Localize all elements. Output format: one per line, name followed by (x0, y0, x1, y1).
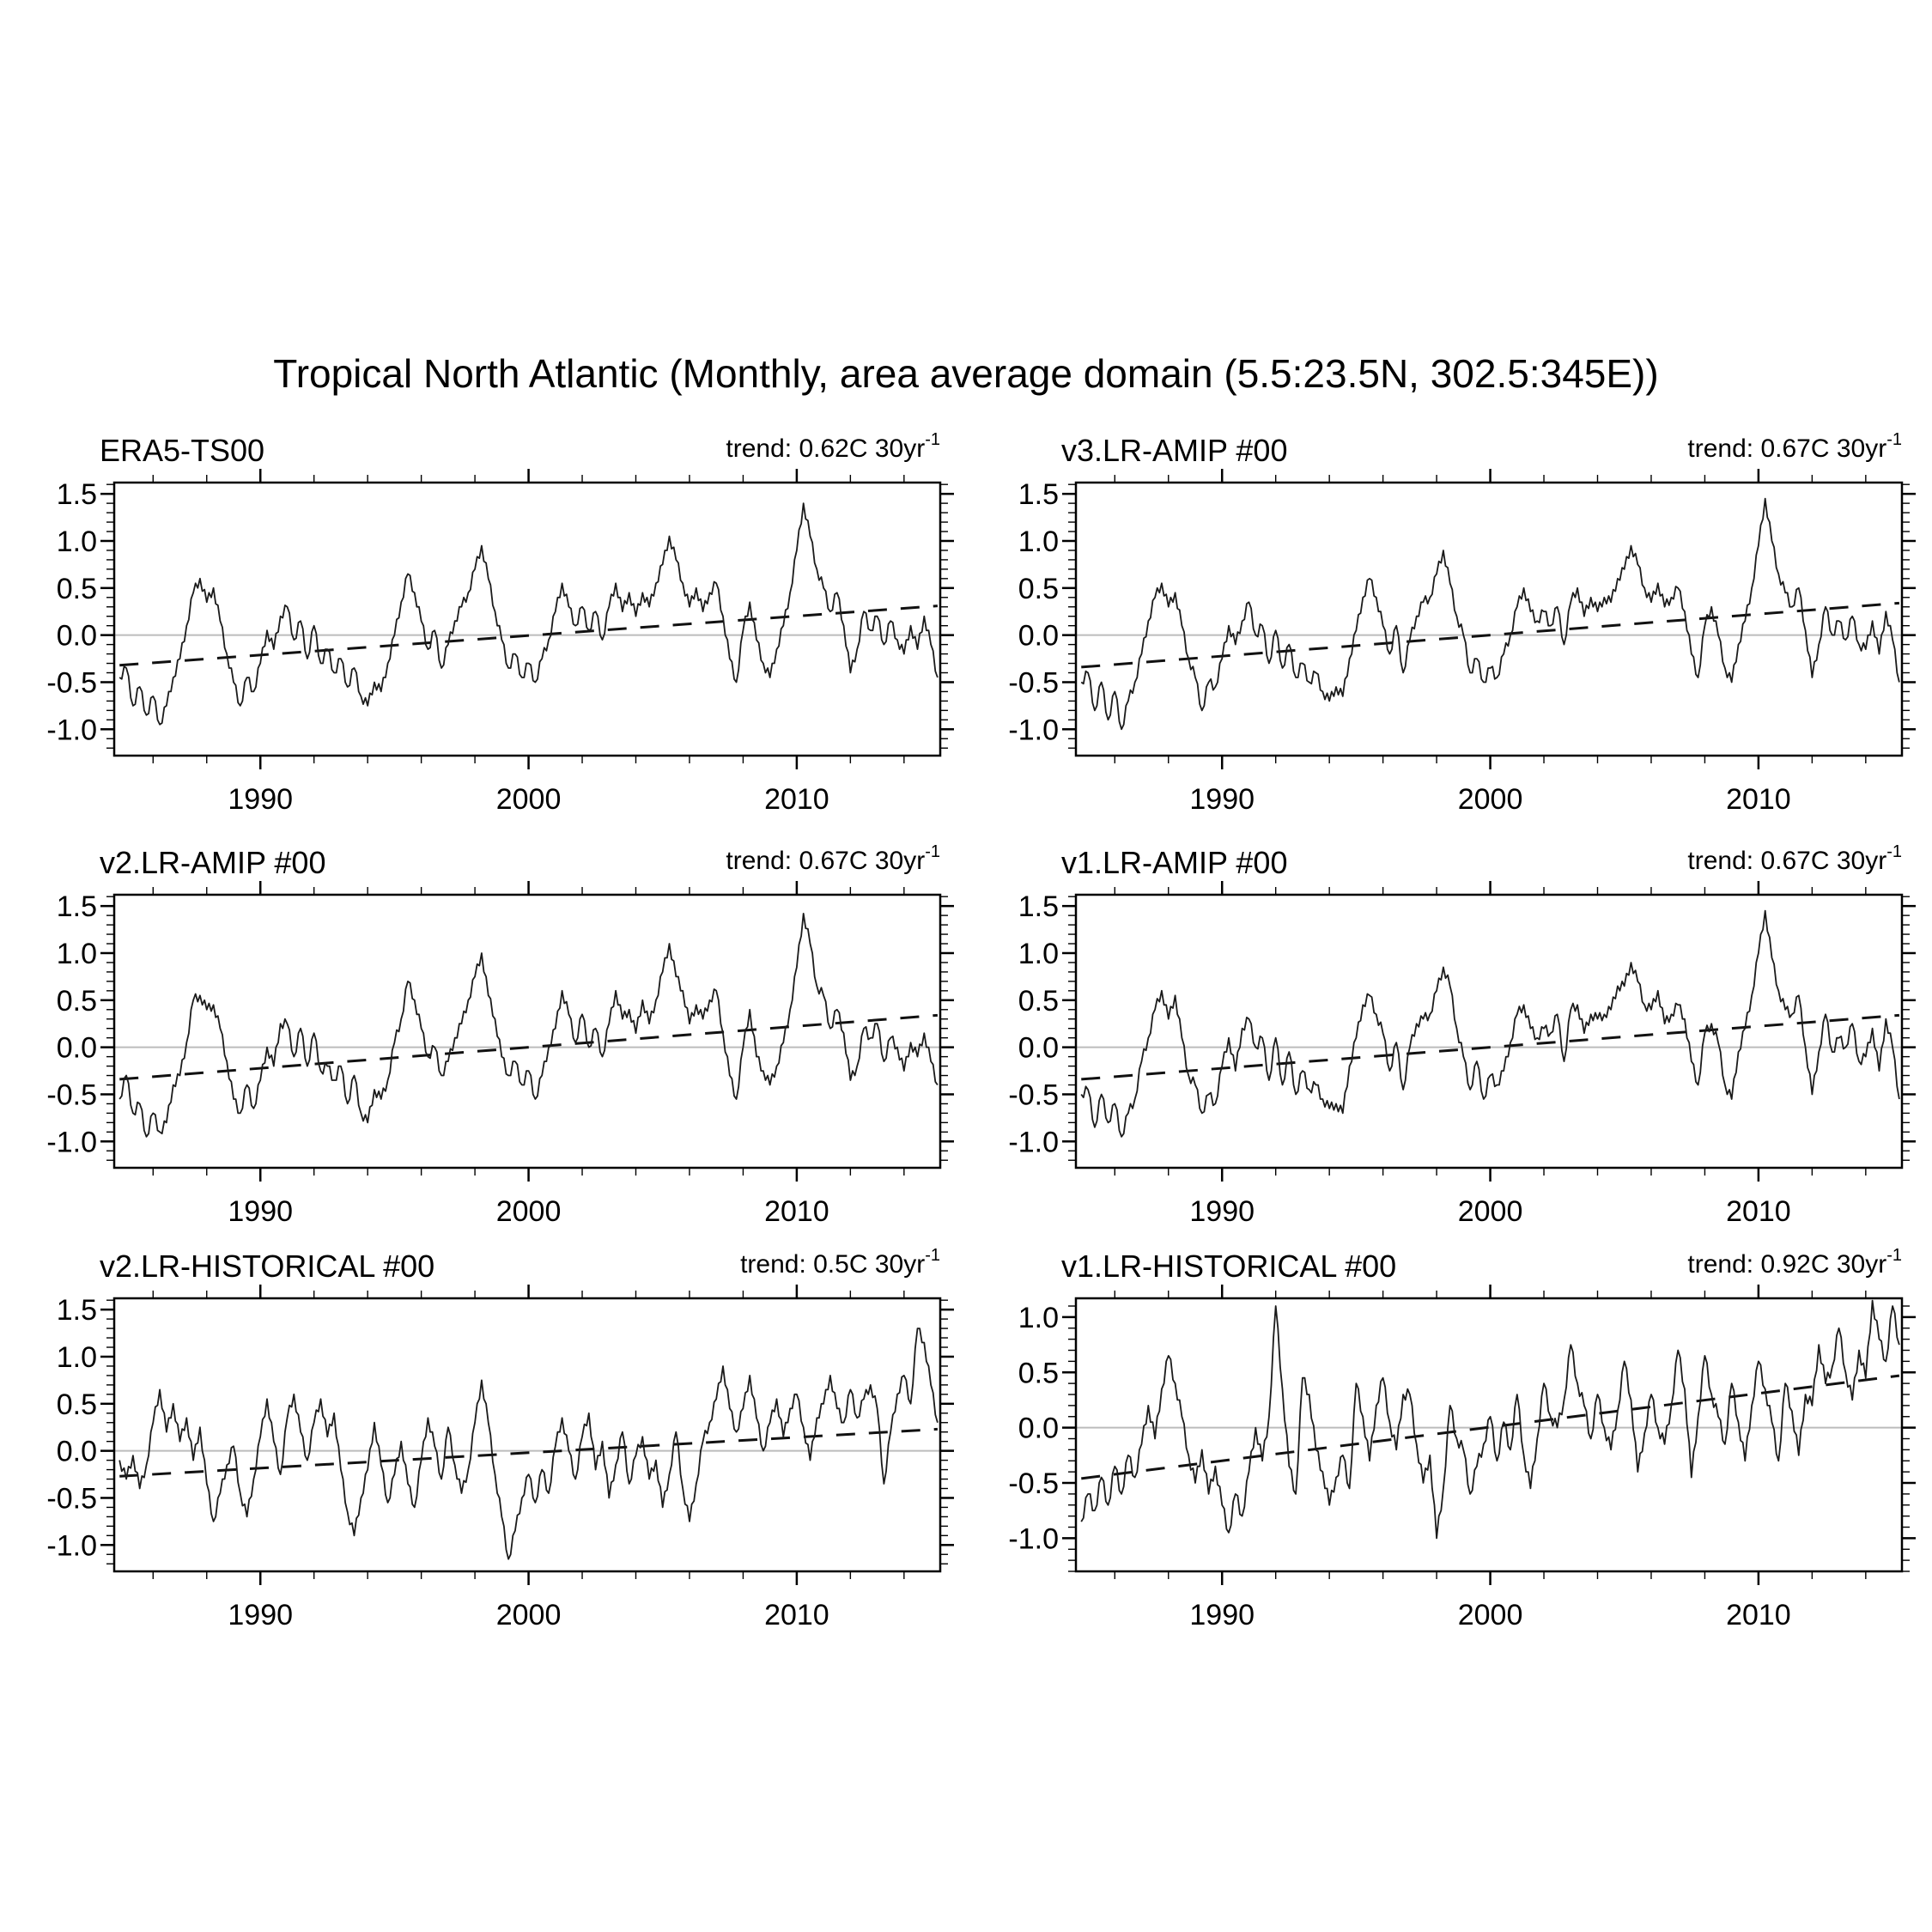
plot-frame (114, 1298, 940, 1571)
trend-label: trend: 0.5C $30yr^{-1}$ (740, 1246, 940, 1279)
x-tick-label: 2000 (1457, 783, 1523, 816)
y-tick-label: 0.0 (56, 1435, 97, 1468)
y-tick-label: 1.0 (56, 937, 97, 970)
panel-5 (33, 1230, 1012, 1710)
y-tick-label: -1.0 (1008, 1522, 1059, 1556)
x-tick-label: 2000 (495, 783, 562, 816)
x-tick-label: 2010 (764, 1599, 829, 1631)
y-tick-label: 1.0 (1018, 1301, 1059, 1334)
panel-chart (994, 1230, 1932, 1710)
y-tick-label: -0.5 (1008, 1467, 1059, 1501)
panel-chart (994, 414, 1932, 895)
x-tick-label: 2010 (764, 783, 829, 816)
x-tick-label: 1990 (228, 1195, 294, 1228)
y-tick-label: 0.0 (56, 1031, 97, 1065)
panel-title: v1.LR-HISTORICAL #00 (1061, 1249, 1397, 1284)
y-tick-label: -1.0 (46, 1126, 97, 1159)
panel-title: ERA5-TS00 (100, 433, 265, 468)
y-tick-label: 0.0 (1018, 1412, 1059, 1445)
y-tick-label: 1.5 (56, 478, 97, 512)
plot-frame (1076, 1298, 1902, 1571)
y-tick-label: 0.0 (1018, 1031, 1059, 1065)
x-tick-label: 2000 (1457, 1195, 1523, 1228)
y-tick-label: 1.5 (1018, 890, 1059, 924)
x-tick-label: 2000 (1457, 1599, 1523, 1631)
y-tick-label: -1.0 (46, 714, 97, 747)
y-tick-label: 1.0 (1018, 937, 1059, 970)
panel-1 (33, 414, 1012, 895)
y-tick-label: 0.5 (56, 1388, 97, 1421)
trend-label: trend: 0.62C $30yr^{-1}$ (726, 430, 940, 463)
y-tick-label: -1.0 (1008, 1126, 1059, 1159)
panel-title: v2.LR-AMIP #00 (100, 845, 326, 880)
y-tick-label: 1.5 (1018, 478, 1059, 512)
plot-frame (1076, 895, 1902, 1168)
x-tick-label: 2010 (764, 1195, 829, 1228)
series-line (1081, 1301, 1899, 1539)
y-tick-label: 0.0 (56, 619, 97, 653)
y-tick-label: 1.5 (56, 890, 97, 924)
x-tick-label: 1990 (1189, 1195, 1255, 1228)
y-tick-label: 0.5 (1018, 1357, 1059, 1390)
trend-label: trend: 0.92C $30yr^{-1}$ (1687, 1246, 1902, 1279)
plot-frame (114, 895, 940, 1168)
panel-6 (994, 1230, 1932, 1710)
trend-label: trend: 0.67C $30yr^{-1}$ (1687, 842, 1902, 875)
x-tick-label: 2010 (1726, 783, 1791, 816)
y-tick-label: 1.0 (56, 525, 97, 558)
x-tick-label: 2010 (1726, 1599, 1791, 1631)
y-tick-label: -1.0 (46, 1529, 97, 1563)
panel-title: v1.LR-AMIP #00 (1061, 845, 1288, 880)
y-tick-label: -0.5 (46, 1482, 97, 1516)
y-tick-label: 0.5 (1018, 572, 1059, 605)
y-tick-label: -0.5 (1008, 666, 1059, 700)
y-tick-label: 0.5 (56, 572, 97, 605)
x-tick-label: 2000 (495, 1599, 562, 1631)
x-tick-label: 1990 (1189, 1599, 1255, 1631)
x-tick-label: 1990 (228, 1599, 294, 1631)
panel-chart (33, 1230, 1012, 1710)
y-tick-label: 0.5 (56, 984, 97, 1018)
x-tick-label: 1990 (1189, 783, 1255, 816)
y-tick-label: -0.5 (1008, 1078, 1059, 1112)
x-tick-label: 2010 (1726, 1195, 1791, 1228)
trend-label: trend: 0.67C $30yr^{-1}$ (1687, 430, 1902, 463)
y-tick-label: 0.5 (1018, 984, 1059, 1018)
y-tick-label: -0.5 (46, 666, 97, 700)
y-tick-label: 0.0 (1018, 619, 1059, 653)
y-tick-label: 1.0 (56, 1340, 97, 1374)
panel-2 (994, 414, 1932, 895)
panel-chart (33, 414, 1012, 895)
trend-label: trend: 0.67C $30yr^{-1}$ (726, 842, 940, 875)
y-tick-label: 1.0 (1018, 525, 1059, 558)
panel-title: v2.LR-HISTORICAL #00 (100, 1249, 435, 1284)
panel-title: v3.LR-AMIP #00 (1061, 433, 1288, 468)
x-tick-label: 2000 (495, 1195, 562, 1228)
series-line (119, 1328, 938, 1559)
plot-frame (114, 483, 940, 756)
plot-frame (1076, 483, 1902, 756)
y-tick-label: -0.5 (46, 1078, 97, 1112)
y-tick-label: -1.0 (1008, 714, 1059, 747)
figure-title: Tropical North Atlantic (Monthly, area average domain (5.5:23.5N, 302.5:345E)) (273, 351, 1659, 396)
x-tick-label: 1990 (228, 783, 294, 816)
y-tick-label: 1.5 (56, 1294, 97, 1327)
